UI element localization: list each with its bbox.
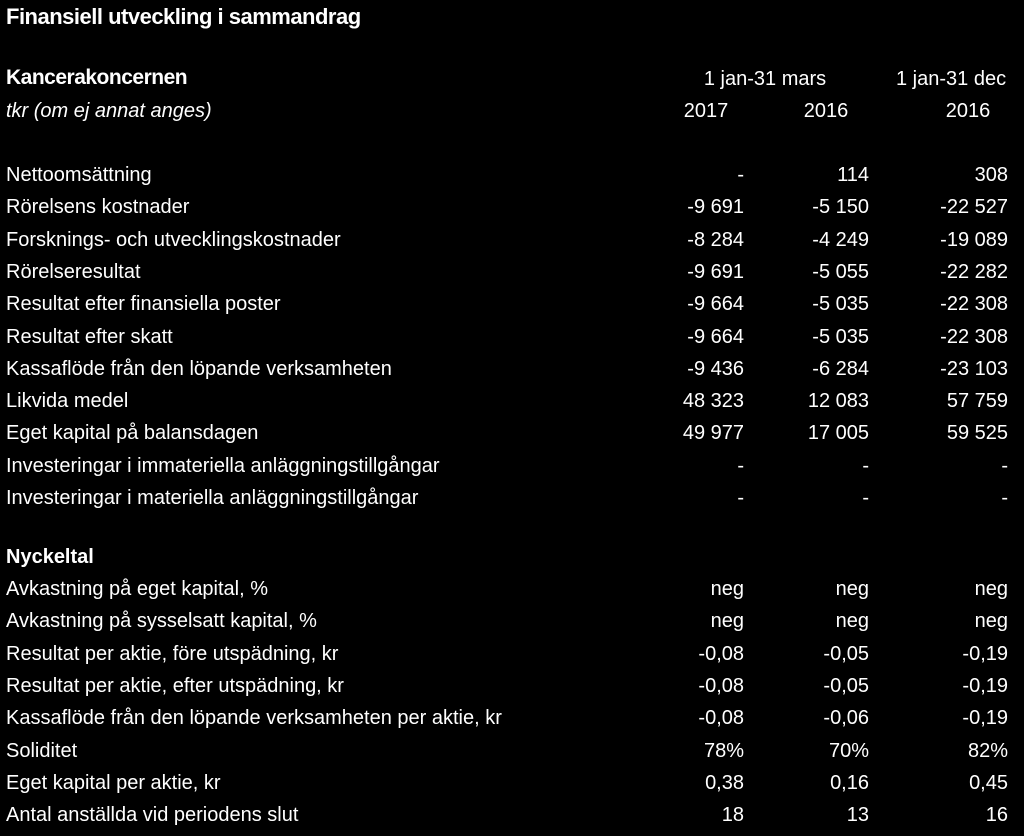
row-value-col-1: neg [710, 610, 744, 633]
row-label: Likvida medel [6, 390, 129, 413]
row-value-col-2: 70% [828, 739, 869, 762]
row-value-col-1: neg [710, 578, 744, 600]
year-header-1: 2017 [683, 100, 729, 122]
row-value-col-3: -22 527 [940, 196, 1008, 219]
row-label: Antal anställda vid periodens slut [6, 804, 299, 827]
row-value-col-2: - [862, 454, 869, 477]
row-label: Resultat per aktie, före utspädning, kr [6, 642, 339, 665]
row-value-col-3: -0,19 [962, 674, 1008, 697]
company-name: Kancerakoncernen [6, 66, 188, 89]
row-value-col-1: -9 436 [687, 357, 744, 380]
section-title-nyckeltal: Nyckeltal [6, 546, 94, 568]
table-row [0, 358, 1024, 390]
row-value-col-1: 78% [703, 739, 744, 762]
row-label: Avkastning på eget kapital, % [6, 578, 269, 600]
row-value-col-1: - [737, 164, 744, 186]
page-title: Finansiell utveckling i sammandrag [6, 4, 361, 29]
table-row [0, 293, 1024, 325]
row-value-col-3: 59 525 [946, 422, 1008, 445]
table-row [0, 487, 1024, 519]
row-value-col-2: 114 [837, 164, 869, 186]
row-label: Investeringar i immateriella anläggningstillgångar [6, 454, 440, 477]
row-value-col-1: 18 [721, 804, 744, 827]
table-row [0, 261, 1024, 293]
row-value-col-1: -0,08 [698, 642, 744, 665]
year-header-3: 2016 [945, 100, 991, 122]
table-row [0, 643, 1024, 675]
row-value-col-3: 82% [967, 739, 1008, 762]
row-label: Rörelsens kostnader [6, 196, 190, 219]
table-row [0, 610, 1024, 642]
row-label: Rörelseresultat [6, 260, 141, 283]
row-value-col-3: 57 759 [946, 390, 1008, 413]
row-value-col-1: -8 284 [687, 228, 744, 251]
row-label: Kassaflöde från den löpande verksamheten per aktie, kr [6, 707, 502, 730]
table-row [0, 740, 1024, 772]
row-value-col-1: - [737, 454, 744, 477]
row-value-col-3: - [1001, 487, 1008, 509]
row-label: Forsknings- och utvecklingskostnader [6, 228, 341, 251]
table-row [0, 196, 1024, 228]
unit-note: tkr (om ej annat anges) [6, 100, 212, 122]
row-value-col-2: -6 284 [812, 357, 869, 380]
row-value-col-2: -5 150 [812, 196, 869, 219]
row-value-col-1: -9 664 [687, 293, 744, 316]
period-header-fullyear: 1 jan-31 dec [896, 68, 1007, 90]
row-value-col-3: -0,19 [962, 642, 1008, 665]
row-value-col-2: 17 005 [807, 422, 869, 445]
row-value-col-2: -5 055 [812, 260, 869, 283]
row-value-col-2: -5 035 [812, 293, 869, 316]
row-value-col-3: neg [974, 610, 1008, 633]
row-label: Kassaflöde från den löpande verksamheten [6, 357, 392, 380]
row-value-col-3: -22 308 [940, 293, 1008, 316]
row-label: Resultat efter finansiella poster [6, 293, 281, 316]
row-value-col-3: neg [974, 578, 1008, 600]
table-row [0, 229, 1024, 261]
row-label: Investeringar i materiella anläggningstillgångar [6, 487, 419, 509]
row-value-col-3: - [1001, 454, 1008, 477]
row-value-col-1: 0,38 [705, 771, 744, 794]
table-row [0, 326, 1024, 358]
period-header-q1: 1 jan-31 mars [703, 68, 827, 90]
row-value-col-1: -0,08 [698, 707, 744, 730]
table-row [0, 772, 1024, 804]
row-value-col-2: 13 [846, 804, 869, 827]
row-value-col-2: neg [835, 610, 869, 633]
row-value-col-3: -0,19 [962, 707, 1008, 730]
row-value-col-2: -0,06 [823, 707, 869, 730]
row-label: Eget kapital per aktie, kr [6, 771, 221, 794]
row-value-col-3: -19 089 [940, 228, 1008, 251]
row-value-col-2: neg [835, 578, 869, 600]
row-value-col-1: -9 664 [687, 325, 744, 348]
row-value-col-2: 12 083 [807, 390, 869, 413]
year-header-2: 2016 [803, 100, 849, 122]
row-label: Resultat efter skatt [6, 325, 173, 348]
row-label: Eget kapital på balansdagen [6, 422, 259, 445]
row-value-col-3: 308 [974, 164, 1008, 186]
row-value-col-2: 0,16 [830, 771, 869, 794]
row-value-col-1: - [737, 487, 744, 509]
row-value-col-2: -0,05 [823, 674, 869, 697]
row-value-col-1: -0,08 [698, 674, 744, 697]
row-label: Resultat per aktie, efter utspädning, kr [6, 674, 344, 697]
table-row [0, 422, 1024, 454]
row-value-col-2: -5 035 [812, 325, 869, 348]
row-value-col-3: -22 308 [940, 325, 1008, 348]
row-label: Nettoomsättning [6, 164, 152, 186]
row-value-col-1: 48 323 [682, 390, 744, 413]
row-value-col-2: -4 249 [812, 228, 869, 251]
row-value-col-3: 16 [985, 804, 1008, 827]
row-value-col-1: -9 691 [687, 260, 744, 283]
row-value-col-2: -0,05 [823, 642, 869, 665]
table-row [0, 390, 1024, 422]
row-value-col-1: -9 691 [687, 196, 744, 219]
table-row [0, 804, 1024, 836]
row-value-col-3: -23 103 [940, 357, 1008, 380]
table-row [0, 164, 1024, 196]
row-value-col-3: -22 282 [940, 260, 1008, 283]
row-value-col-3: 0,45 [969, 771, 1008, 794]
row-value-col-2: - [862, 487, 869, 509]
row-label: Avkastning på sysselsatt kapital, % [6, 610, 317, 633]
row-value-col-1: 49 977 [682, 422, 744, 445]
table-row [0, 675, 1024, 707]
row-label: Soliditet [6, 739, 78, 762]
table-row [0, 707, 1024, 739]
table-row [0, 578, 1024, 610]
table-row [0, 455, 1024, 487]
